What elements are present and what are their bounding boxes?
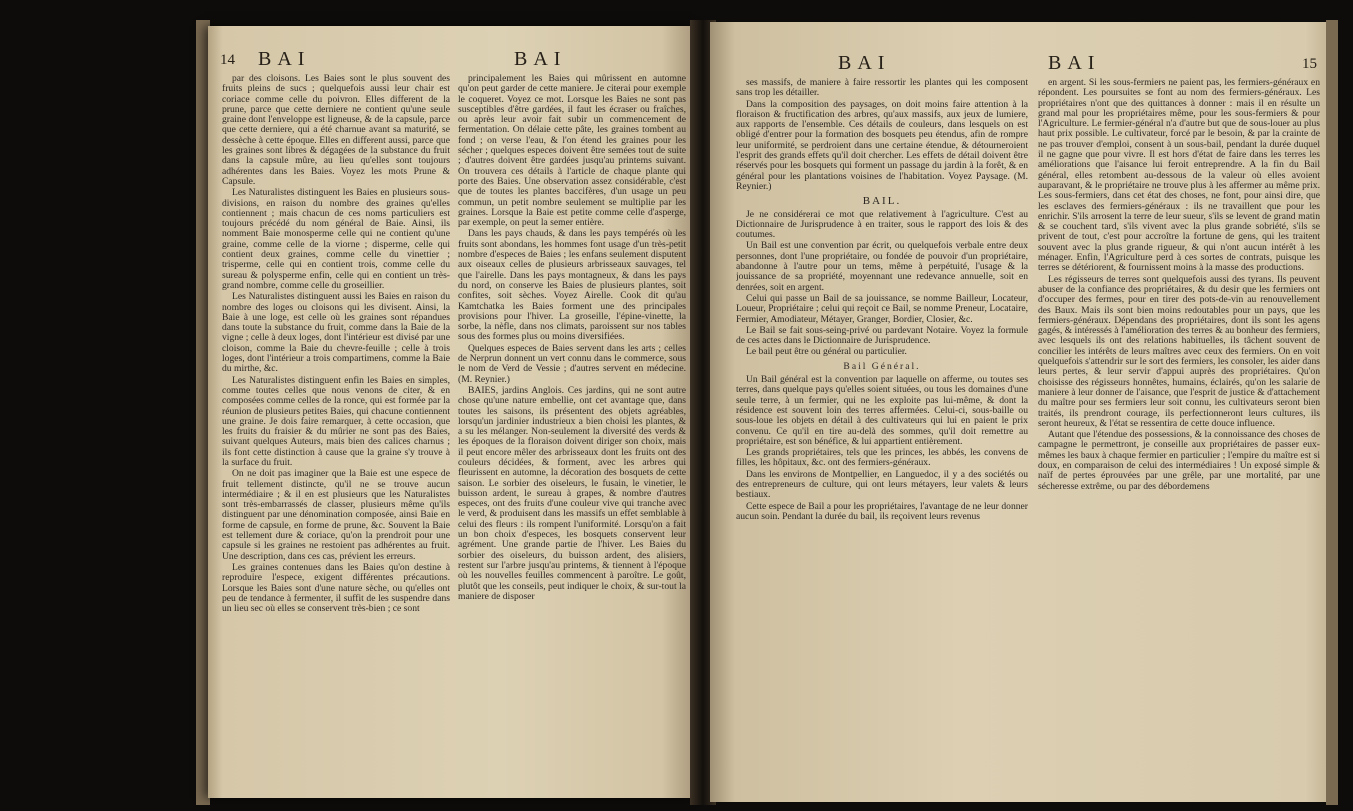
paragraph: Les Naturalistes distinguent enfin les Baies en simples, comme toutes celles que nous venons de citer, & en composées comme celles de la ronce, qui est formée par la réunion de plusieurs petites Baies, qui chacune contiennent une graine. Je dois faire remarquer, à cette occasion, que les fruits du fraisier & du mûrier ne sont pas des Baies, suivant quelques Auteurs, mais bien des calices charnus ; ils font cette distinction à cause que la graine s'y trouve à la surface du fruit. (222, 374, 450, 468)
paragraph: en argent. Si les sous-fermiers ne paient pas, les fermiers-généraux en répondent. Les poursuites se font au nom des fermiers-généraux. Les propriétaires n'ont que des quittances à donner : mais il en résulte un grand mal pour les propriétaires même, pour les sous-fermiers & pour l'Agriculture. Le fermier-général n'a d'autre but que de sous-louer au plus haut prix possible. Le cultivateur, forcé par le besoin, & par la crainte de ne pas trouver d'emploi, consent à un sous-bail, pendant la durée duquel il ne gagne que pour vivre. Il est hors d'état de faire dans les terres les améliorations que l'aisance lui feroit entreprendre. A la fin du Bail général, elles retombent au-dessous de la valeur où elles avoient auparavant, & le propriétaire ne trouve plus à les affermer au même prix. Les sous-fermiers, dans cet état des choses, ne font, pour ainsi dire, que les esclaves des fermiers-généraux : ils ne travaillent que pour les enrichir. S'ils arrosent la terre de leur sueur, s'ils se levent de grand matin & se couchent tard, s'ils vivent avec la plus grande sobriété, s'ils se privent de tout, c'est pour accroître la fortune de gens, qui les traitent souvent avec la plus grande rigueur, & qui n'ont aucun intérêt à les ménager. Enfin, l'Agriculture perd à ces sortes de contrats, puisque les terres se détériorent, & fournissent moins à la masse des productions. (1038, 78, 1320, 274)
paragraph: Les graines contenues dans les Baies qu'on destine à reproduire l'espece, exigent différentes précautions. Lorsque les Baies sont d'une nature sèche, ou qu'elles ont peu de tendance à fermenter, il suffit de les suspendre dans un lieu sec où elles se conservent très-bien ; ce sont (222, 561, 450, 615)
left-page-number: 14 (220, 52, 235, 68)
left-running-head: BAI (258, 48, 311, 70)
paragraph: Je ne considérerai ce mot que relativement à l'agriculture. C'est au Dictionnaire de Jurisprudence à en traiter, sous le rapport des lois & des coutumes. (736, 208, 1028, 241)
left-running-head-center: BAI (514, 48, 567, 70)
paragraph: Cette espece de Bail a pour les propriétaires, l'avantage de ne leur donner aucun soin. Pendant la durée du bail, ils reçoivent leurs revenus (736, 500, 1028, 522)
paragraph: Les Naturalistes distinguent les Baies en plusieurs sous-divisions, en raison du nombre des graines qu'elles contiennent ; mais chacun de ces noms particuliers est toujours précédé du nom général de Baie. Ainsi, ils nomment Baie monosperme celle qui ne contient qu'une graine, comme celle de la viorne ; disperme, celle qui contient deux graines, comme celle du vinettier ; trisperme, celle qui en contient trois, comme celle du sureau & polysperme enfin, celle qui en contient un très-grand nombre, comme celle du groseillier. (222, 187, 450, 291)
right-page (710, 22, 1330, 802)
paragraph: Un Bail est une convention par écrit, ou quelquefois verbale entre deux personnes, dont l'une propriétaire, ou fondée de pouvoir d'un propriétaire, abandonne à l'autre pour un tems, même à perpétuité, l'usage & la jouissance de sa propriété, moyennant une redevance annuelle, soit en denrées, soit en argent. (736, 240, 1028, 293)
paragraph: Autant que l'étendue des possessions, & la connoissance des choses de campagne le permettront, je conseille aux propriétaires de passer eux-mêmes les baux à chaque fermier en particulier ; l'empire du maître est si doux, en comparaison de celui des intermédiaires ! Un exposé simple & naïf de pertes éprouvées par une grêle, par une mortalité, par une sécheresse extrême, ou par des débordemens (1038, 429, 1320, 492)
left-column-2 (458, 74, 686, 792)
section-heading-bail: BAIL. (862, 195, 902, 208)
paragraph: principalement les Baies qui mûrissent en automne qu'on peut garder de cette maniere. Je citerai pour exemple le coqueret. Voyez ce mot. Lorsque les Baies ne sont pas susceptibles d'être gardées, il faut les écraser ou fraîches, ou après leur avoir fait subir un commencement de fermentation. On délaie cette pâte, les graines tombent au fond ; on verse l'eau, & l'on étend les graines pour les sécher ; quelques especes doivent être semées tout de suite ; d'autres doivent être gardées jusqu'au printems suivant. On trouvera ces détails à l'article de chaque plante qui porte des Baies. Une observation assez considérable, c'est que de toutes les plantes baccifères, d'un usage un peu commun, un petit nombre seulement se multiplie par les graines. Lorsque la Baie est petite comme celle d'asperge, par exemple, on peut la semer entière. (458, 74, 686, 229)
paragraph: Dans les pays chauds, & dans les pays tempérés où les fruits sont abondans, les hommes font usage d'un très-petit nombre d'especes de Baies ; les enfans seulement disputent aux oiseaux celles de plusieurs arbrisseaux sauvages, tel que l'airelle. Dans les pays montagneux, & dans les pays du nord, on conserve les Baies de plusieurs plantes, soit confites, soit sèches. Voyez Airelle. Cook dit qu'au Kamtchatka les Baies forment une des principales provisions pour l'hiver. La groseille, l'épine-vinette, la sorbe, la nèfle, dans nos climats, paroissent sur nos tables sous des formes plus ou moins diversifiées. (458, 228, 686, 343)
paragraph: Les régisseurs de terres sont quelquefois aussi des tyrans. Ils peuvent abuser de la confiance des propriétaires, & du desir que les fermiers ont d'occuper des fermes, pour en tirer des pots-de-vin au renouvellement des Baux. Mais ils sont bien moins redoutables pour un pays, que les fermiers-généraux. Dépendans des propriétaires, dont ils sont les agens gagés, & intéressés à l'amélioration des terres & au bonheur des fermiers, avec lesquels ils ont des relations habituelles, ils tâchent souvent de concilier les intérêts de leurs maîtres avec ceux des fermiers. On en voit quelquefois s'attendrir sur le sort des fermiers, les consoler, les aider dans leurs pertes, & leur servir d'appui auprès des propriétaires. Qu'on choisisse des régisseurs honnêtes, humains, éclairés, qu'on les salarie de maniere à leur donner de l'aisance, que l'esprit de justice & d'attachement du maître pour ses fermiers leur soit connu, les cultivateurs seront bien traités, ils prendront courage, ils perfectionneront leurs cultures, ils seront heureux, & l'état se ressentira de cette douce influence. (1038, 273, 1320, 429)
paragraph: Les grands propriétaires, tels que les princes, les abbés, les convens de filles, les hôpitaux, &c. ont des fermiers-généraux. (736, 447, 1028, 469)
paragraph: par des cloisons. Les Baies sont le plus souvent des fruits pleins de sucs ; quelquefois aussi leur chair est coriace comme celle du poivron. Elles different de la prune, parce que cette derniere ne contient qu'une seule graine dont l'enveloppe est ligneuse, & de la capsule, parce que cette derniere, qui a été charnue avant sa maturité, se dessèche à cette époque. Elles en different aussi, parce que les graines sont libres & dégagées de la substance du fruit dans la capsule mûre, au lieu qu'elles sont toujours adhérentes dans les Baies. Voyez les mots Prune & Capsule. (222, 74, 450, 187)
right-running-head-left: BAI (838, 52, 891, 74)
subsection-heading-bail-general: Bail Général. (843, 360, 921, 372)
paragraph: Quelques especes de Baies servent dans les arts ; celles de Nerprun donnent un vert connu dans le commerce, sous le nom de Verd de Vessie ; d'autres servent en médecine. (M. Reynier.) (458, 342, 686, 385)
right-page-number: 15 (1302, 56, 1317, 72)
paragraph: ses massifs, de maniere à faire ressortir les plantes qui les composent sans trop les détailler. (736, 78, 1028, 99)
paragraph: On ne doit pas imaginer que la Baie est une espece de fruit tellement distincte, qu'il ne se trouve aucun intermédiaire ; & il en est plusieurs que les Naturalistes sont très-embarrassés de classer, plusieurs même qu'ils distinguent par une dénomination composée, ainsi Baie en forme de capsule, en forme de prune, &c. Souvent la Baie est tellement dure & coriace, qu'on la prendroit pour une capsule si les graines ne restoient pas adhérentes au fruit. Une description, dans ces cas, prévient les erreurs. (222, 468, 450, 562)
right-page-edge (1326, 20, 1338, 805)
paragraph: Dans les environs de Montpellier, en Languedoc, il y a des sociétés ou des entrepreneurs de culture, qui ont leurs métayers, leur valets & leurs bestiaux. (736, 468, 1028, 501)
right-running-head-right: BAI (1048, 52, 1101, 74)
left-page (208, 26, 696, 798)
paragraph: Dans la composition des paysages, on doit moins faire attention à la floraison & fructification des arbres, qu'aux massifs, aux jeux de lumiere, aux rapports de l'ensemble. Ces détails de couleurs, dans lesquels on est obligé d'entrer pour la formation des bosquets peu étendus, afin de rompre leur uniformité, se perdroient dans une certaine étendue, & détourneroient l'esprit des grands effets qu'il doit chercher. Les effets de détail doivent être réservés pour les bosquets qui forment un passage du jardin à la forêt, & en général pour les plantations voisines de l'habitation. Voyez Paysage. (M. Reynier.) (736, 98, 1028, 192)
paragraph: Les Naturalistes distinguent aussi les Baies en raison du nombre des loges ou cloisons qui les divisent. Ainsi, la Baie à une loge, est celle où les graines sont répandues dans toute la substance du fruit, comme dans la Baie de la vigne ; celle à deux loges, dont l'intérieur est divisé par une cloison, comme la Baie du chevre-feuille ; celle à trois loges, dont l'intérieur a trois compartimens, comme la Baie du mirthe, &c. (222, 291, 450, 375)
paragraph: Celui qui passe un Bail de sa jouissance, se nomme Bailleur, Locateur, Loueur, Propriétaire ; celui qui reçoit ce Bail, se nomme Preneur, Locataire, Fermier, Amodiateur, Métayer, Granger, Bordier, Closier, &c. (736, 292, 1028, 325)
paragraph: Le Bail se fait sous-seing-privé ou pardevant Notaire. Voyez la formule de ces actes dans le Dictionnaire de Jurisprudence. (736, 324, 1028, 347)
left-column-1 (222, 74, 450, 792)
right-column-1 (736, 78, 1028, 798)
paragraph: Le bail peut être ou général ou particulier. (746, 346, 907, 358)
paragraph: Un Bail général est la convention par laquelle on afferme, ou toutes ses terres, dans quelque pays qu'elles soient situées, ou tous les domaines d'une seule terre, à un fermier, qui ne les exploite pas lui-même, & dont la résidence est souvent loin des terres affermées. Celui-ci, sous-baille ou sous-loue les objets en détail à des cultivateurs qui lui en paient le prix convenu. Ce qu'il en tire au-delà des sommes, qu'il doit remettre au propriétaire, est son bénéfice, & lui appartient entièrement. (736, 374, 1028, 447)
right-column-2 (1038, 78, 1320, 798)
paragraph: BAIES, jardins Anglois. Ces jardins, qui ne sont autre chose qu'une nature embellie, ont cet avantage que, dans toutes les saisons, ils présentent des objets agréables, lorsqu'un jardinier industrieux a bien choisi les plantes, & a su les mélanger. Non-seulement la diversité des verds & les époques de la floraison doivent diriger son choix, mais il peut encore mêler des arbrisseaux dont les fruits ont des couleurs décidées, & forment, avec les arbres qui fleurissent en automne, la décoration des bosquets de cette saison. Le sorbier des oiseleurs, le fusain, le vinetier, le buisson ardent, le sureau à grapes, & nombre d'autres especes, ont des fruits d'une couleur vive qui tranche avec le verd, & produisent dans les massifs un effet semblable à celui des fleurs : ils rompent l'uniformité. Lorsqu'on a fait un bon choix d'especes, les bosquets conservent leur agrément. Une grande partie de l'hiver. Les Baies du sorbier des oiseleurs, du buisson ardent, des alisiers, restent sur l'arbre jusqu'au printems, & tiennent à l'époque où les nouvelles feuilles commencent à paroître. Le goût, plutôt que les conseils, peut indiquer le choix, & sur-tout la maniere de disposer (458, 384, 686, 602)
